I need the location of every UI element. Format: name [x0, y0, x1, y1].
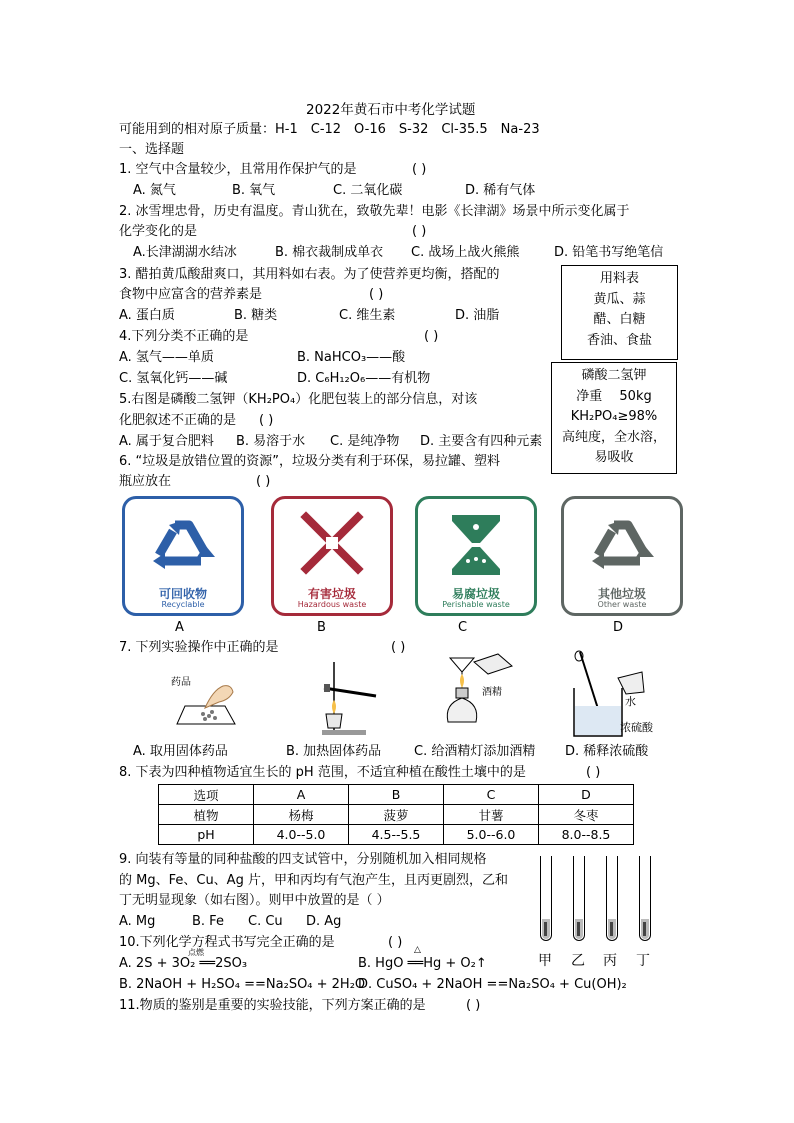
tube-label: 丙: [603, 953, 617, 969]
table-cell: C: [444, 785, 539, 805]
bin-label: 其他垃圾: [597, 587, 646, 601]
question-4-stem: 4.下列分类不正确的是: [119, 329, 249, 344]
table-cell: A: [254, 785, 349, 805]
bin-label-en: Recyclable: [161, 600, 205, 609]
q2-option-c: C. 战场上战火熊熊: [411, 245, 520, 260]
q5-option-b: B. 易溶于水: [236, 434, 306, 449]
q9-option-a: A. Mg: [119, 914, 156, 929]
alcohol-label: 酒精: [482, 687, 502, 698]
tube-label: 甲: [538, 953, 552, 969]
bin-label-en: Perishable waste: [442, 600, 510, 609]
question-1-paren: ( ): [412, 162, 427, 177]
tube-label: 乙: [571, 953, 585, 969]
question-7-stem: 7. 下列实验操作中正确的是: [119, 640, 279, 655]
condition-ignite: 点燃: [188, 948, 204, 957]
perishable-bin-icon: [415, 496, 537, 616]
q9-option-d: D. Ag: [306, 914, 342, 929]
ph-table: [158, 784, 634, 845]
table-cell: 杨梅: [254, 805, 349, 825]
table-cell: 菠萝: [349, 805, 444, 825]
table-row: [159, 825, 634, 845]
ingredients-box: [561, 265, 678, 360]
question-6-stem-cont: 瓶应放在: [119, 474, 172, 489]
ingredients-line: 醋、白糖: [593, 312, 646, 327]
bin-label-en: Other waste: [597, 600, 647, 609]
question-10-stem: 10.下列化学方程式书写完全正确的是: [119, 935, 335, 950]
fertilizer-line: 易吸收: [594, 450, 634, 465]
heating-solid-experiment-icon: [314, 658, 384, 738]
test-tube-icon: [540, 856, 552, 941]
q3-option-c: C. 维生素: [339, 308, 396, 323]
q9-option-c: C. Cu: [248, 914, 283, 929]
ingredients-line: 香油、食盐: [586, 332, 652, 348]
table-row: [159, 805, 634, 825]
table-cell: B: [349, 785, 444, 805]
q7-option-c: C. 给酒精灯添加酒精: [414, 744, 536, 759]
question-3-stem: 3. 醋拍黄瓜酸甜爽口，其用料如右表。为了使营养更均衡，搭配的: [119, 267, 500, 282]
q1-option-c: C. 二氧化碳: [333, 183, 403, 198]
question-8-stem: 8. 下表为四种植物适宜生长的 pH 范围，不适宜种植在酸性土壤中的是: [119, 765, 526, 780]
table-cell: 选项: [159, 785, 254, 805]
test-tube-icon: [639, 856, 651, 941]
question-3-paren: ( ): [369, 287, 384, 302]
hazardous-bin-icon: [271, 496, 393, 616]
q10-option-b: B. HgO ══Hg + O₂↑: [358, 956, 487, 971]
table-row: [159, 785, 634, 805]
question-2-paren: ( ): [412, 224, 427, 239]
q2-option-b: B. 棉衣裁制成单衣: [275, 245, 384, 260]
question-3-stem-cont: 食物中应富含的营养素是: [119, 287, 263, 302]
other-waste-bin-icon: [561, 496, 683, 616]
table-cell: 冬枣: [539, 805, 634, 825]
q3-option-d: D. 油脂: [455, 308, 500, 323]
q7-option-d: D. 稀释浓硫酸: [565, 744, 649, 759]
bin-label-en: Hazardous waste: [297, 600, 367, 609]
table-cell: 4.0--5.0: [254, 825, 349, 845]
test-tube-icon: [573, 856, 585, 941]
question-8-paren: ( ): [586, 765, 601, 780]
q5-option-c: C. 是纯净物: [330, 434, 400, 449]
ingredients-line: 用料表: [599, 271, 639, 286]
q10-option-d: D. CuSO₄ + 2NaOH ==Na₂SO₄ + Cu(OH)₂: [358, 977, 627, 992]
ingredients-line: 黄瓜、蒜: [593, 291, 646, 307]
q2-option-d: D. 铅笔书写绝笔信: [554, 245, 664, 260]
recycle-arrow: [159, 531, 173, 555]
atomic-masses: 可能用到的相对原子质量：H-1 C-12 O-16 S-32 Cl-35.5 Na-23: [119, 122, 540, 137]
condition-heat: △: [414, 945, 421, 955]
q4-option-d: D. C₆H₁₂O₆——有机物: [297, 371, 431, 386]
q5-option-a: A. 属于复合肥料: [119, 434, 214, 449]
question-9-stem: 9. 向装有等量的同种盐酸的四支试管中，分别随机加入相同规格: [119, 852, 487, 867]
q1-option-b: B. 氧气: [232, 183, 276, 198]
bin-letter-b: B: [317, 620, 326, 635]
question-2-stem: 2. 冰雪埋忠骨，历史有温度。青山犹在，致敬先辈！电影《长津湖》场景中所示变化属于: [119, 204, 630, 219]
page-title: 2022年黄石市中考化学试题: [306, 102, 476, 118]
question-11-paren: ( ): [466, 998, 481, 1013]
table-cell: 甘薯: [444, 805, 539, 825]
question-7-paren: ( ): [391, 640, 406, 655]
q9-option-b: B. Fe: [192, 914, 224, 929]
drug-label: 药品: [171, 677, 191, 688]
q7-option-a: A. 取用固体药品: [133, 744, 228, 759]
q4-option-a: A. 氢气——单质: [119, 350, 214, 365]
acid-label: 浓硫酸: [620, 721, 653, 734]
q2-option-a: A.长津湖湖水结冰: [133, 245, 237, 260]
table-cell: pH: [159, 825, 254, 845]
fertilizer-line: 高纯度，全水溶，: [561, 429, 666, 445]
water-label: 水: [625, 695, 636, 708]
table-cell: 植物: [159, 805, 254, 825]
bin-letter-a: A: [175, 620, 184, 635]
fertilizer-line: 磷酸二氢钾: [581, 368, 647, 383]
bin-label: 有害垃圾: [307, 587, 356, 601]
q3-option-b: B. 糖类: [234, 308, 278, 323]
fertilizer-label-box: [551, 362, 677, 474]
q4-option-c: C. 氢氧化钙——碱: [119, 371, 228, 386]
question-6-stem: 6. “垃圾是放错位置的资源”，垃圾分类有利于环保，易拉罐、塑料: [119, 454, 501, 469]
table-cell: 4.5--5.5: [349, 825, 444, 845]
bin-letter-c: C: [458, 620, 468, 635]
question-6-paren: ( ): [256, 474, 271, 489]
question-11-stem: 11.物质的鉴别是重要的实验技能，下列方案正确的是: [119, 998, 426, 1013]
question-1-stem: 1. 空气中含量较少，且常用作保护气的是: [119, 162, 357, 177]
q1-option-a: A. 氮气: [133, 183, 176, 198]
table-cell: 5.0--6.0: [444, 825, 539, 845]
question-5-stem-cont: 化肥叙述不正确的是: [119, 413, 237, 428]
alcohol-lamp-refill-icon: [440, 650, 520, 730]
recyclable-bin-icon: [122, 496, 244, 616]
tube-label: 丁: [636, 953, 650, 969]
bin-label: 可回收物: [158, 587, 207, 601]
question-2-stem-cont: 化学变化的是: [119, 224, 198, 239]
q4-option-b: B. NaHCO₃——酸: [297, 350, 406, 365]
table-cell: D: [539, 785, 634, 805]
table-cell: 8.0--8.5: [539, 825, 634, 845]
q10-option-c: B. 2NaOH + H₂SO₄ ==Na₂SO₄ + 2H₂O: [119, 977, 366, 992]
q3-option-a: A. 蛋白质: [119, 308, 175, 323]
bin-label: 易腐垃圾: [451, 587, 500, 601]
question-9-stem-cont: 的 Mg、Fe、Cu、Ag 片，甲和丙均有气泡产生，且丙更剧烈，乙和: [119, 873, 508, 888]
question-5-stem: 5.右图是磷酸二氢钾（KH₂PO₄）化肥包装上的部分信息，对该: [119, 392, 478, 407]
test-tube-icon: [606, 856, 618, 941]
question-5-paren: ( ): [259, 413, 274, 428]
q1-option-d: D. 稀有气体: [465, 183, 536, 198]
fertilizer-line: 净重 50kg: [576, 388, 652, 404]
question-9-stem-cont: 丁无明显现象（如右图）。则甲中放置的是（ ）: [119, 893, 390, 908]
q7-option-b: B. 加热固体药品: [286, 744, 382, 759]
q5-option-d: D. 主要含有四种元素: [420, 434, 543, 449]
question-4-paren: ( ): [424, 329, 439, 344]
question-10-paren: ( ): [388, 935, 403, 950]
q10-option-a: A. 2S + 3O₂ ══2SO₃: [119, 956, 248, 971]
section-heading: 一、选择题: [119, 142, 185, 157]
bin-letter-d: D: [613, 620, 624, 635]
fertilizer-line: KH₂PO₄≥98%: [570, 409, 658, 424]
